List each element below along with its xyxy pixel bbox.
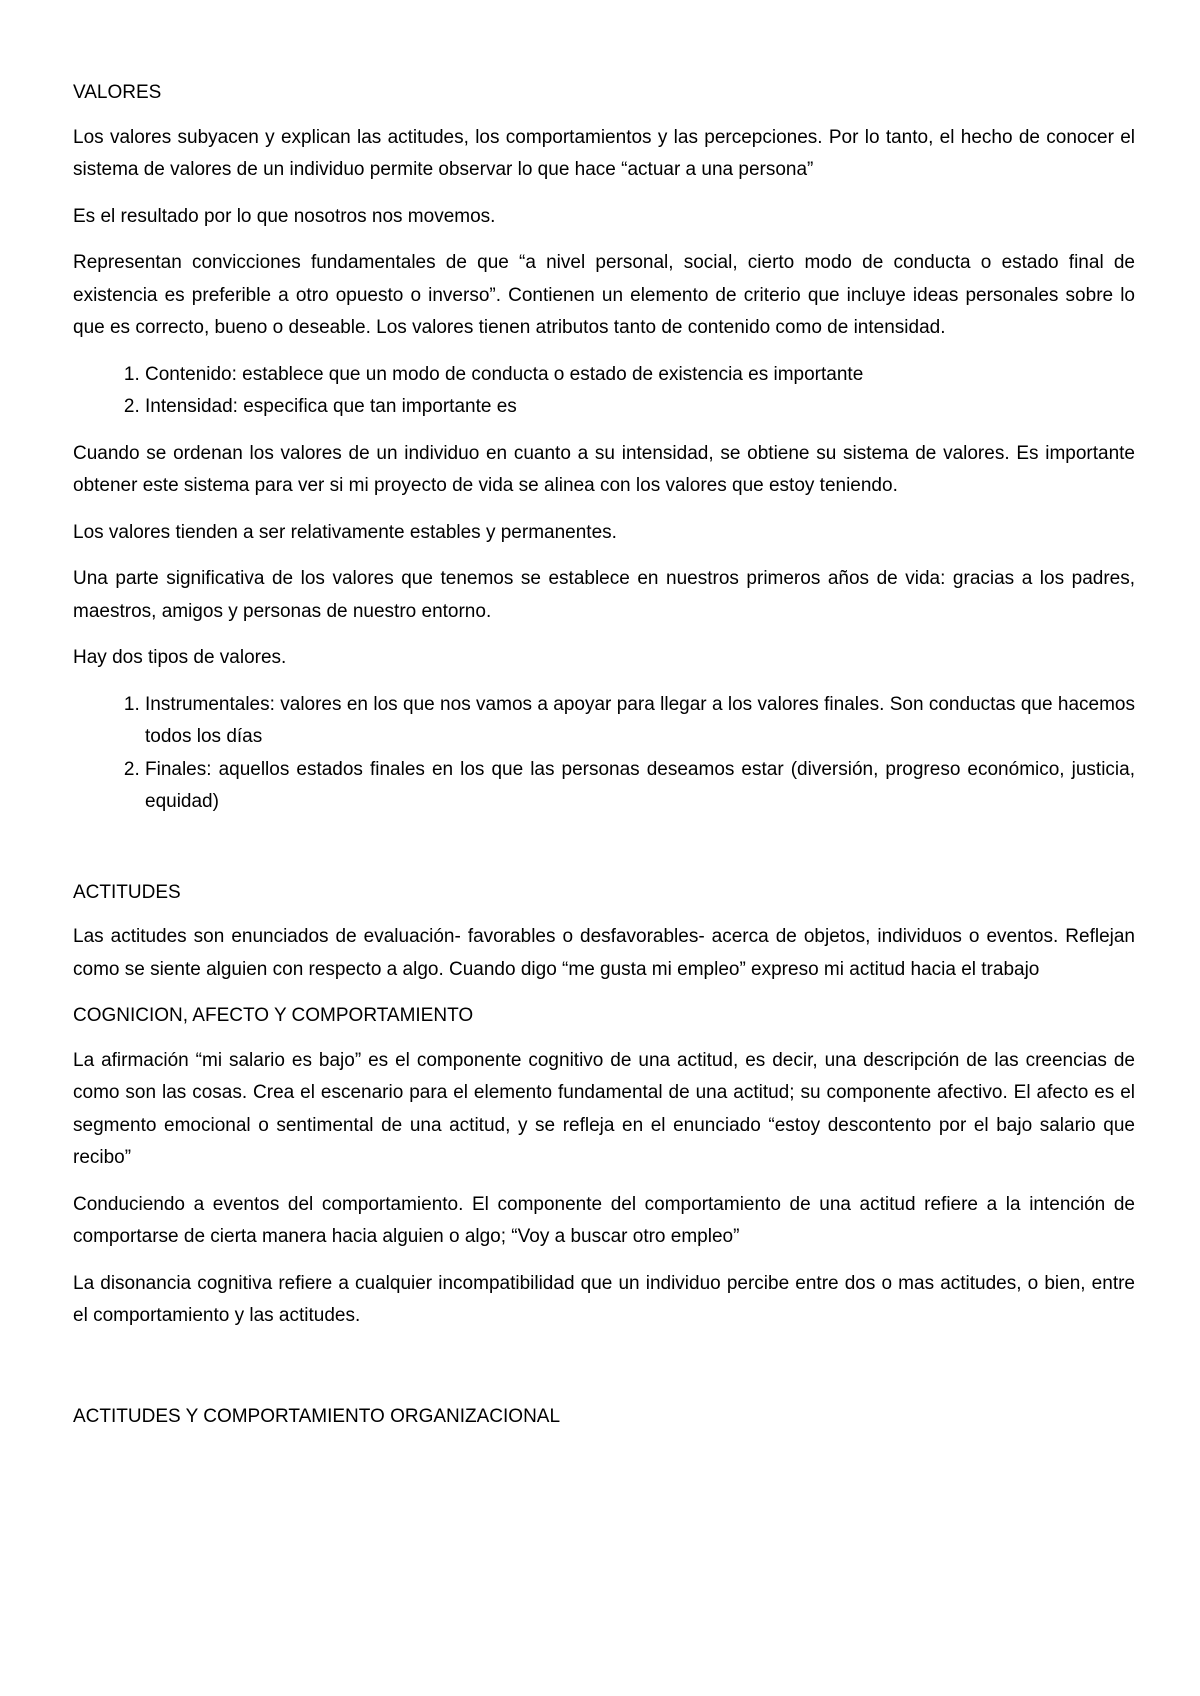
paragraph-tipos-valores: Hay dos tipos de valores. (73, 647, 287, 668)
paragraph-sistema-valores: Cuando se ordenan los valores de un individuo en cuanto a su intensidad, se obtiene su sistema de valores. Es importante obtener este sistema para ver si mi proyecto de vida se alinea con los valores que estoy teniendo. (73, 442, 1135, 496)
paragraph-valores-convicciones: Representan convicciones fundamentales de que “a nivel personal, social, cierto modo de conducta o estado final de existencia es preferible a otro opuesto o inverso”. Contienen un elemento de criterio que incluye ideas personales sobre lo que es correcto, bueno o deseable. Los valores tienen atributos tanto de contenido como de intensidad. (73, 252, 1135, 338)
paragraph-disonancia-cognitiva: La disonancia cognitiva refiere a cualquier incompatibilidad que un individuo percibe entre dos o mas actitudes, o bien, entre el comportamiento y las actitudes. (73, 1272, 1135, 1326)
paragraph-valores-resultado: Es el resultado por lo que nosotros nos movemos. (73, 205, 496, 227)
paragraph-valores-intro: Los valores subyacen y explican las actitudes, los comportamientos y las percepciones. Por lo tanto, el hecho de conocer el sistema de valores de un individuo permite observar lo que hace “actuar a una persona” (73, 126, 1135, 180)
list-item-intensidad: 2. Intensidad: especifica que tan importante es (145, 391, 1135, 424)
list-tipos-valores (73, 689, 1135, 819)
paragraph-valores-estables: Los valores tienden a ser relativamente estables y permanentes. (73, 521, 617, 543)
section-spacer (73, 1347, 1135, 1401)
heading-cognicion: COGNICION, AFECTO Y COMPORTAMIENTO (73, 1005, 474, 1026)
list-item-instrumentales: 1. Instrumentales: valores en los que nos vamos a apoyar para llegar a los valores finales. Son conductas que hacemos todos los días (145, 689, 1135, 754)
paragraph-actitudes-definicion: Las actitudes son enunciados de evaluación- favorables o desfavorables- acerca de objetos, individuos o eventos. Reflejan como se siente alguien con respecto a algo. Cuando digo “me gusta mi empleo” expreso mi actitud hacia el trabajo (73, 926, 1135, 980)
list-item-finales: 2. Finales: aquellos estados finales en los que las personas deseamos estar (diversión, progreso económico, justicia, equidad) (145, 754, 1135, 819)
section-spacer (73, 833, 1135, 877)
document-page (73, 77, 1135, 1445)
heading-actitudes: ACTITUDES (73, 881, 181, 903)
paragraph-componente-cognitivo: La afirmación “mi salario es bajo” es el componente cognitivo de una actitud, es decir, una descripción de las creencias de como son las cosas. Crea el escenario para el elemento fundamental de una actitud; su componente afectivo. El afecto es el segmento emocional o sentimental de una actitud, y se refleja en el enunciado “estoy descontento por el bajo salario que recibo” (73, 1049, 1135, 1168)
paragraph-valores-origen: Una parte significativa de los valores que tenemos se establece en nuestros primeros años de vida: gracias a los padres, maestros, amigos y personas de nuestro entorno. (73, 568, 1135, 622)
list-atributos (73, 359, 1135, 424)
list-item-contenido: 1. Contenido: establece que un modo de conducta o estado de existencia es importante (145, 359, 1135, 392)
heading-organizacional: ACTITUDES Y COMPORTAMIENTO ORGANIZACIONAL (73, 1405, 561, 1427)
heading-valores: VALORES (73, 82, 162, 103)
paragraph-componente-comportamiento: Conduciendo a eventos del comportamiento. El componente del comportamiento de una actitud refiere a la intención de comportarse de cierta manera hacia alguien o algo; “Voy a buscar otro empleo” (73, 1193, 1135, 1247)
